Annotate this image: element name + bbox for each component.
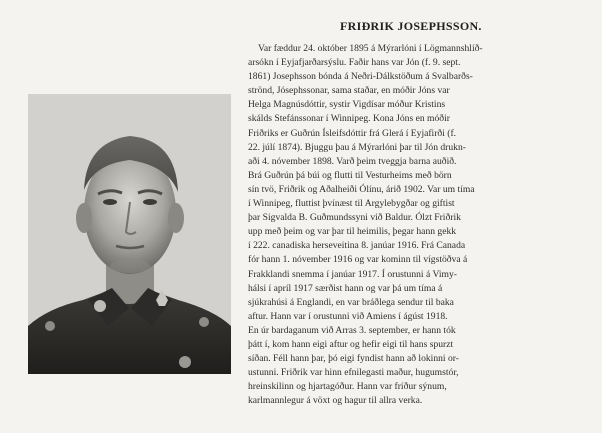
biography-line: í 222. canadiska herseveitina 8. janúar 1916. Frá Canada	[248, 240, 466, 252]
biography-line: upp með þeim og var þar til heimilis, þegar hann gekk	[248, 226, 457, 238]
biography-line: skálds Stefánssonar í Winnipeg. Kona Jóns en móðir	[248, 113, 450, 125]
biography-line: hreinskilinn og hjartagóður. Hann var fríður sýnum,	[248, 381, 447, 393]
biography-line: arsókn í Eyjafjarðarsýslu. Faðir hans var Jón (f. 9. sept.	[248, 57, 461, 69]
biography-line: Friðriks er Guðrún Ísleifsdóttir frá Glerá í Eyjafirði (f.	[248, 127, 457, 139]
biography-text	[248, 42, 596, 408]
biography-line: aftur. Hann var í orustunni við Amiens í ágúst 1918.	[248, 310, 448, 322]
biography-line: síðan. Féll hann þar, þó eigi fyndist hann að lokinni or-	[248, 353, 459, 365]
biography-line: 1861) Josephsson bónda á Neðri-Dálkstöðum á Svalbarðs-	[248, 71, 473, 83]
biography-line: þar Sigvalda B. Guðmundssyni við Baldur. Ólzt Friðrik	[248, 212, 461, 224]
portrait-photo	[28, 94, 231, 374]
biography-line: Var fæddur 24. október 1895 á Mýrarlóni í Lögmannshlíð-	[258, 43, 483, 54]
biography-line: fór hann 1. nóvember 1916 og var kominn til vígstöðva á	[248, 254, 468, 266]
biography-line: aði 4. nóvember 1898. Varð þeim tveggja barna auðið.	[248, 155, 457, 167]
biography-line: hálsi í apríl 1917 særðist hann og var þá um tíma á	[248, 282, 443, 294]
biography-line: Frakklandi snemma í janúar 1917. Í orustunni á Vimy-	[248, 268, 457, 280]
biography-line: strönd, Jósephssonar, sama staðar, en móðir Jóns var	[248, 85, 450, 97]
biography-line: En úr bardaganum við Arras 3. september, er hann tók	[248, 324, 456, 336]
person-name-heading: FRIÐRIK JOSEPHSSON.	[340, 19, 482, 33]
biography-line: Helga Magnúsdóttir, systir Vigdísar móður Kristins	[248, 99, 446, 111]
biography-line: Brá Guðrún þá búi og flutti til Vesturheims með börn	[248, 169, 452, 181]
biography-line: þátt í, kom hann eigi aftur og hefir eigi til hans spurzt	[248, 338, 454, 350]
biography-line: í Winnipeg, fluttist þvínæst til Argylebygðar og giftist	[248, 198, 455, 210]
portrait-illustration	[28, 94, 231, 374]
biography-line: ustunni. Friðrik var hinn efnilegasti maður, hugumstór,	[248, 367, 459, 379]
biography-line: sjúkrahúsi á Englandi, en var bráðlega sendur til baka	[248, 296, 454, 308]
biography-line: 22. júlí 1874). Bjuggu þau á Mýrarlóni þar til Jón drukn-	[248, 141, 466, 153]
biography-line: karlmannlegur á vöxt og hagur til allra verka.	[248, 395, 423, 407]
biography-line: sín tvö, Friðrik og Aðalheiði Ólínu, árið 1902. Var um tíma	[248, 183, 475, 195]
